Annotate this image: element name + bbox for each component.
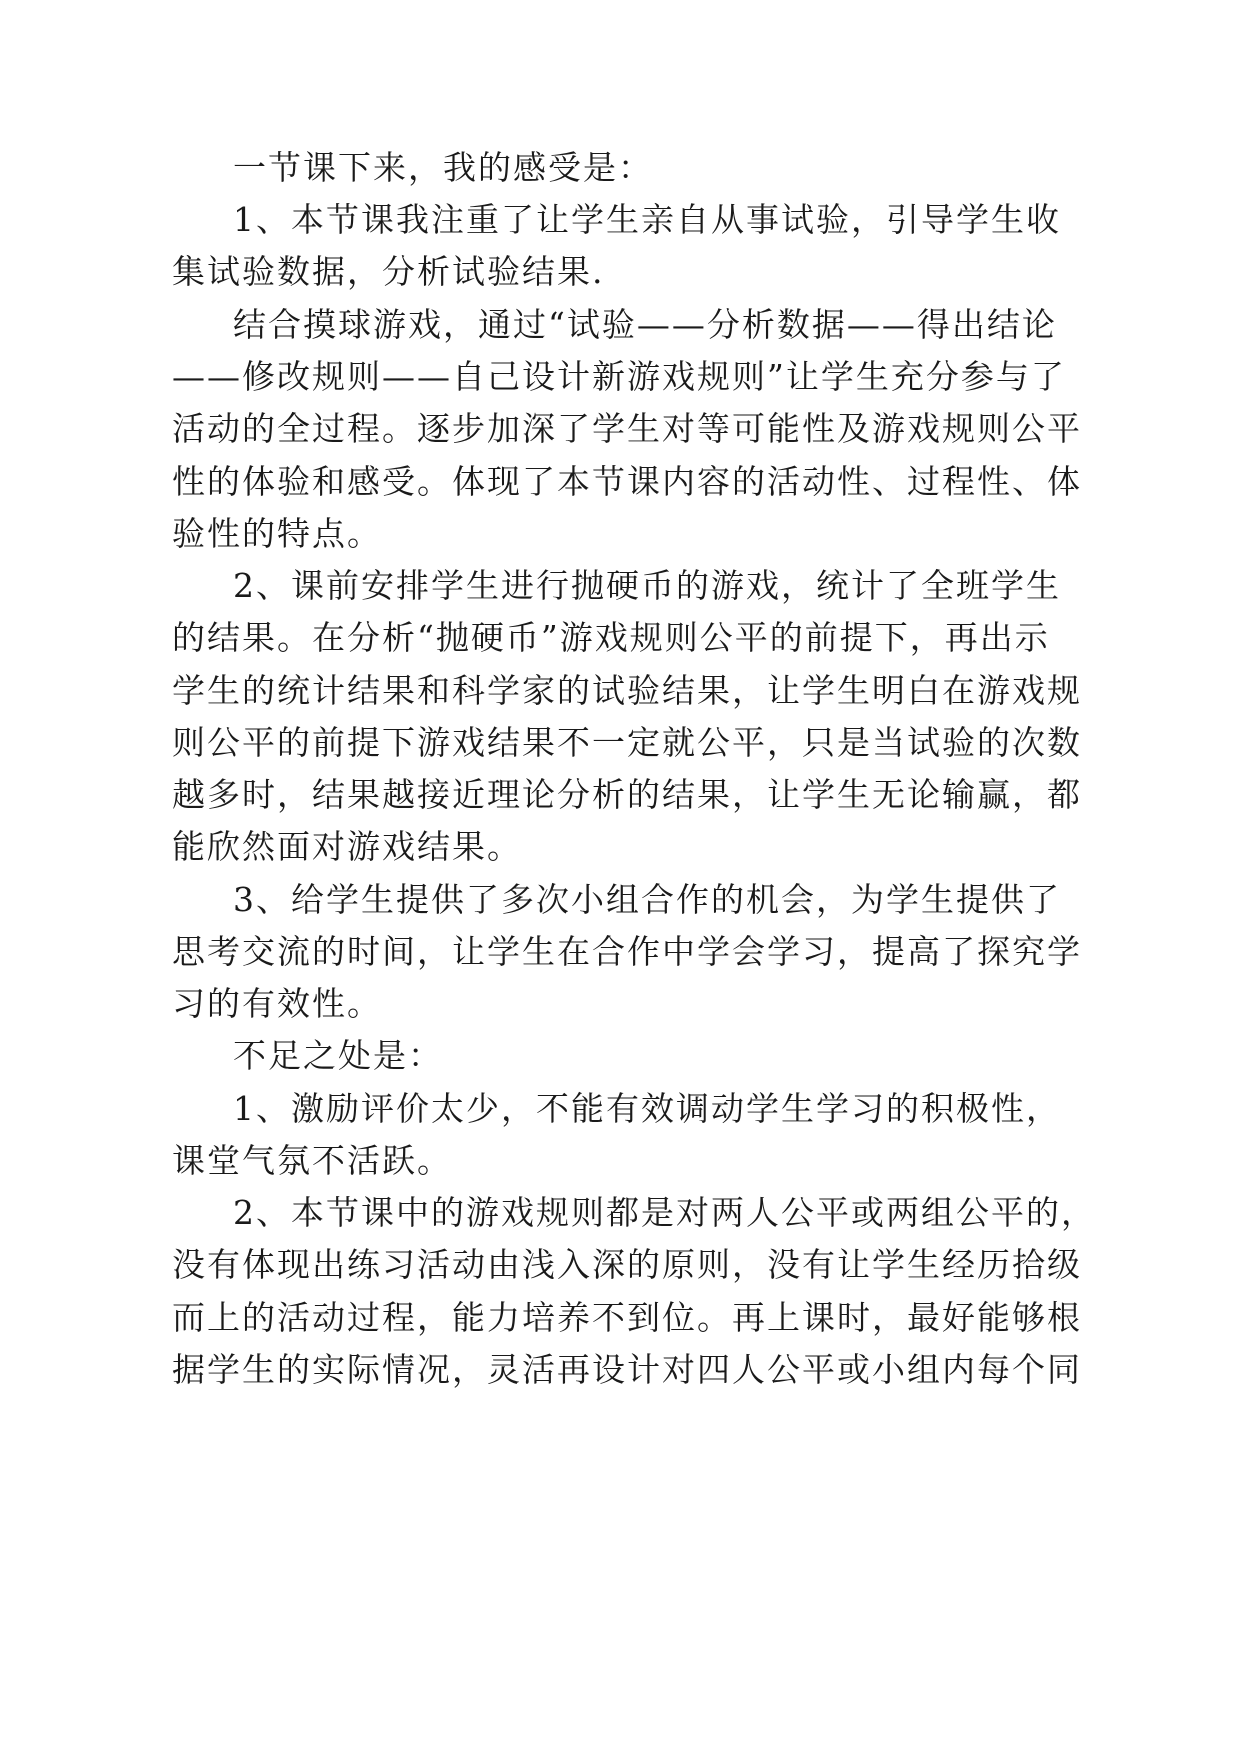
text-line: 习的有效性。 [172, 984, 382, 1023]
text-line: 据学生的实际情况，灵活再设计对四人公平或小组内每个同 [172, 1350, 1082, 1389]
text-line: 2、课前安排学生进行抛硬币的游戏，统计了全班学生 [233, 566, 1061, 605]
text-line: 不足之处是： [233, 1036, 443, 1075]
text-line: 而上的活动过程，能力培养不到位。再上课时，最好能够根 [172, 1298, 1082, 1337]
text-line: 课堂气氛不活跃。 [172, 1141, 452, 1180]
text-line: 则公平的前提下游戏结果不一定就公平，只是当试验的次数 [172, 723, 1082, 762]
text-line: 集试验数据，分析试验结果. [172, 252, 605, 291]
text-line: 越多时，结果越接近理论分析的结果，让学生无论输赢，都 [172, 775, 1082, 814]
text-line: ——修改规则——自己设计新游戏规则”让学生充分参与了 [172, 357, 1066, 396]
text-line: 能欣然面对游戏结果。 [172, 827, 522, 866]
text-line: 一节课下来，我的感受是： [233, 148, 653, 187]
text-line: 的结果。在分析“抛硬币”游戏规则公平的前提下，再出示 [172, 618, 1050, 657]
text-line: 思考交流的时间，让学生在合作中学会学习，提高了探究学 [172, 932, 1082, 971]
text-line: 3、给学生提供了多次小组合作的机会，为学生提供了 [233, 880, 1061, 919]
text-line: 验性的特点。 [172, 514, 382, 553]
text-line: 结合摸球游戏，通过“试验——分析数据——得出结论 [233, 305, 1057, 344]
text-line: 1、本节课我注重了让学生亲自从事试验，引导学生收 [233, 200, 1061, 239]
text-line: 活动的全过程。逐步加深了学生对等可能性及游戏规则公平 [172, 409, 1082, 448]
text-line: 性的体验和感受。体现了本节课内容的活动性、过程性、体 [172, 462, 1082, 501]
text-line: 1、激励评价太少，不能有效调动学生学习的积极性， [233, 1089, 1061, 1128]
text-line: 学生的统计结果和科学家的试验结果，让学生明白在游戏规 [172, 671, 1082, 710]
text-line: 2、本节课中的游戏规则都是对两人公平或两组公平的， [233, 1193, 1096, 1232]
text-line: 没有体现出练习活动由浅入深的原则，没有让学生经历拾级 [172, 1245, 1082, 1284]
